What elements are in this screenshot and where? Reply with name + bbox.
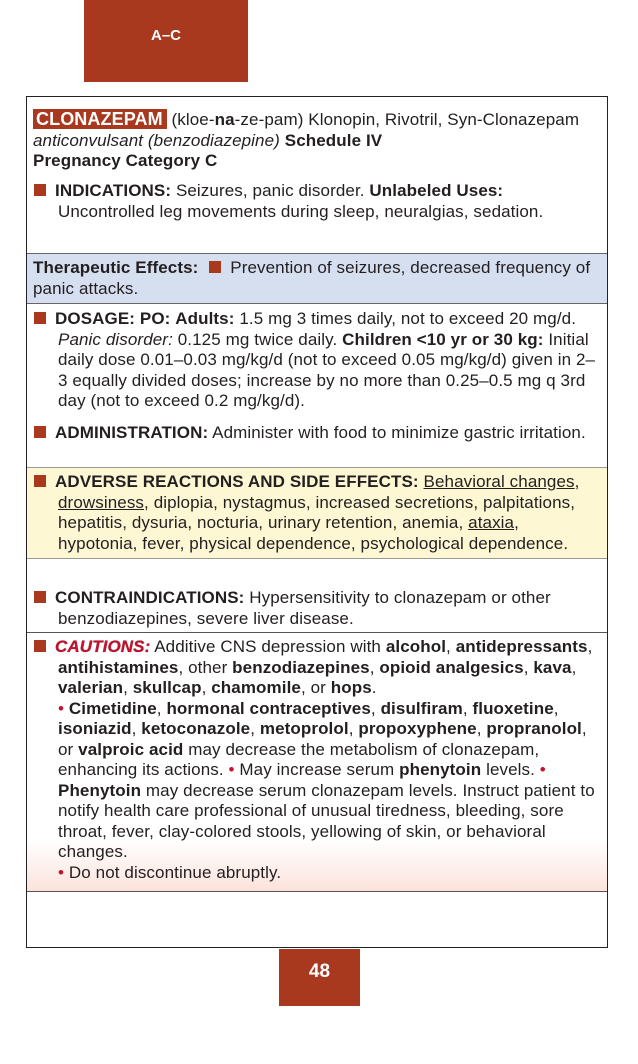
therapeutic-effects-section: Therapeutic Effects: Prevention of seizures, decreased frequency of panic attacks. [27, 253, 607, 304]
adverse-reactions-section: ADVERSE REACTIONS AND SIDE EFFECTS: Behavioral changes, drowsiness, diplopia, nystagmus, increased secretions, palpitations, hepatitis, dysuria, nocturia, urinary retention, anemia, ataxia, hypotonia, fever, physical dependence, psychological dependence. [27, 467, 607, 559]
square-bullet-icon [34, 640, 46, 652]
pronunciation: (kloe-na-ze-pam) [171, 110, 304, 129]
drug-class: anticonvulsant (benzodiazepine) [33, 130, 280, 150]
drug-card [26, 96, 608, 948]
page-number: 48 [279, 949, 360, 1006]
dosage-section: DOSAGE: PO: Adults: 1.5 mg 3 times daily, not to exceed 20 mg/d. Panic disorder: 0.125 mg twice daily. Children <10 yr or 30 kg: Initial daily dose 0.01–0.03 mg/kg/d (not to exceed 0.05 mg/kg/d) given in 2–3 equally divided doses; increase by no more than 0.25–0.5 mg q 3rd day (not to exceed 0.2 mg/kg/d). [27, 309, 607, 412]
cautions-label: CAUTIONS: [55, 637, 151, 656]
square-bullet-icon [34, 426, 46, 438]
square-bullet-icon [209, 261, 221, 273]
indications-section: INDICATIONS: Seizures, panic disorder. Unlabeled Uses: Uncontrolled leg movements during sleep, neuralgias, sedation. [27, 181, 607, 222]
brand-names: Klonopin, Rivotril, Syn-Clonazepam [308, 110, 580, 129]
pregnancy-category: Pregnancy Category C [33, 151, 218, 170]
schedule: Schedule IV [284, 130, 383, 150]
administration-section: ADMINISTRATION: Administer with food to minimize gastric irritation. [27, 423, 607, 444]
contraindications-section: CONTRAINDICATIONS: Hypersensitivity to clonazepam or other benzodiazepines, severe liver disease. [27, 588, 607, 629]
square-bullet-icon [34, 312, 46, 324]
square-bullet-icon [34, 184, 46, 196]
section-tab: A–C [84, 0, 248, 82]
cautions-section: CAUTIONS: Additive CNS depression with alcohol, antidepressants, antihistamines, other benzodiazepines, opioid analgesics, kava, valerian, skullcap, chamomile, or hops. • Cimetidine, hormonal contraceptives, disulfiram, fluoxetine, isoniazid, ketoconazole, metoprolol, propoxyphene, propranolol, or valproic acid may decrease the metabolism of clonazepam, enhancing its actions. • May increase serum phenytoin levels. • Phenytoin may decrease serum clonazepam levels. Instruct patient to notify health care professional of unusual tiredness, bleeding, sore throat, fever, clay-colored stools, yellowing of skin, or behavioral changes. • Do not discontinue abruptly. [27, 632, 607, 892]
drug-name: CLONAZEPAM [33, 109, 167, 129]
drug-header [27, 109, 607, 172]
square-bullet-icon [34, 591, 46, 603]
square-bullet-icon [34, 475, 46, 487]
